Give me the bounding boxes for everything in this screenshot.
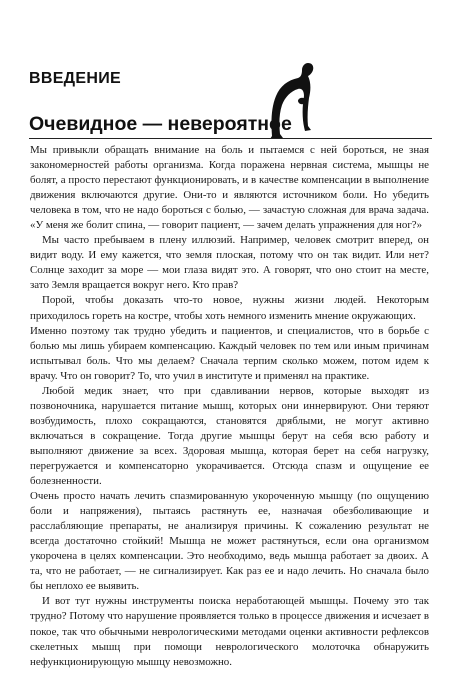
paragraph: Мы часто пребываем в плену иллюзий. Например, человек смотрит вперед, он видит воду. И ему кажется, что земля плоская, потому что он так видит. Или нет? Солнце заходит за море — мои глаза видят это. А говорят, что оно стоит на месте, зато Земля вращается вокруг него. Кто прав? [30, 234, 429, 292]
title-divider [29, 138, 432, 139]
body-text [30, 143, 429, 670]
paragraph: Любой медик знает, что при сдавливании нервов, которые выходят из позвоночника, нарушается питание мышц, которых они иннервируют. Они теряют возбудимость, плохо сокращаются, становятся дряблыми, не могут активно включаться в сокращение. Тогда другие мышцы берут на себя всю работу и выполняют движение за всех. Здоровая мышца, которая берет на себя нагрузку, перегружается и компенсаторно укорачивается. Отсюда спазм и ощущение ее болезненности. [30, 384, 429, 488]
paragraph: Очень просто начать лечить спазмированную укороченную мышцу (по ощущению боли и напряжения), пытаясь растянуть ее, назначая обезболивающие и расслабляющие препараты, не анализируя причины. К сожалению результат не всегда достаточно стойкий! Мышца не может растянуться, если она организмом укорочена в целях компенсации. Это необходимо, ведь мышца работает за двоих. А та, что не работает, — не сигнализирует. Как раз ее и надо лечить. Но сначала было бы неплохо ее выявить. [30, 490, 429, 593]
paragraph: Порой, чтобы доказать что-то новое, нужны жизни людей. Некоторым приходилось гореть на костре, чтобы хоть немного изменить мнение окружающих. [30, 294, 429, 322]
paragraph: И вот тут нужны инструменты поиска неработающей мышцы. Почему это так трудно? Потому что нарушение проявляется только в процессе движения и исчезает в покое, так что обычными неврологическими методами оценки активности рефлексов скелетных мышц при помощи неврологического молоточка обнаружить нефункционирующую мышцу невозможно. [30, 595, 430, 668]
chapter-heading: ВВЕДЕНИЕ [29, 70, 121, 87]
paragraph: Мы привыкли обращать внимание на боль и пытаемся с ней бороться, не зная закономерностей работы организма. Когда поражена нервная система, мышцы не болят, а просто перестают функционировать, и в качестве компенсации в выполнение движения включаются другие. Они-то и являются источником боли. Но убедить человека в том, что не надо бороться с болью, — зачастую сложная для врача задача. «У меня же болит спина, — говорит пациент, — зачем делать упражнения для ног?» [30, 144, 429, 232]
section-title: Очевидное — невероятное [29, 113, 292, 135]
paragraph: Именно поэтому так трудно убедить и пациентов, и специалистов, что в борьбе с болью мы лишь убираем компенсацию. Каждый человек по тем или иным причинам испытывал боль. Что мы делаем? Сначала терпим сколько можем, потом идем к врачу. Что он говорит? То, что учил в институте и применял на практике. [30, 324, 429, 382]
